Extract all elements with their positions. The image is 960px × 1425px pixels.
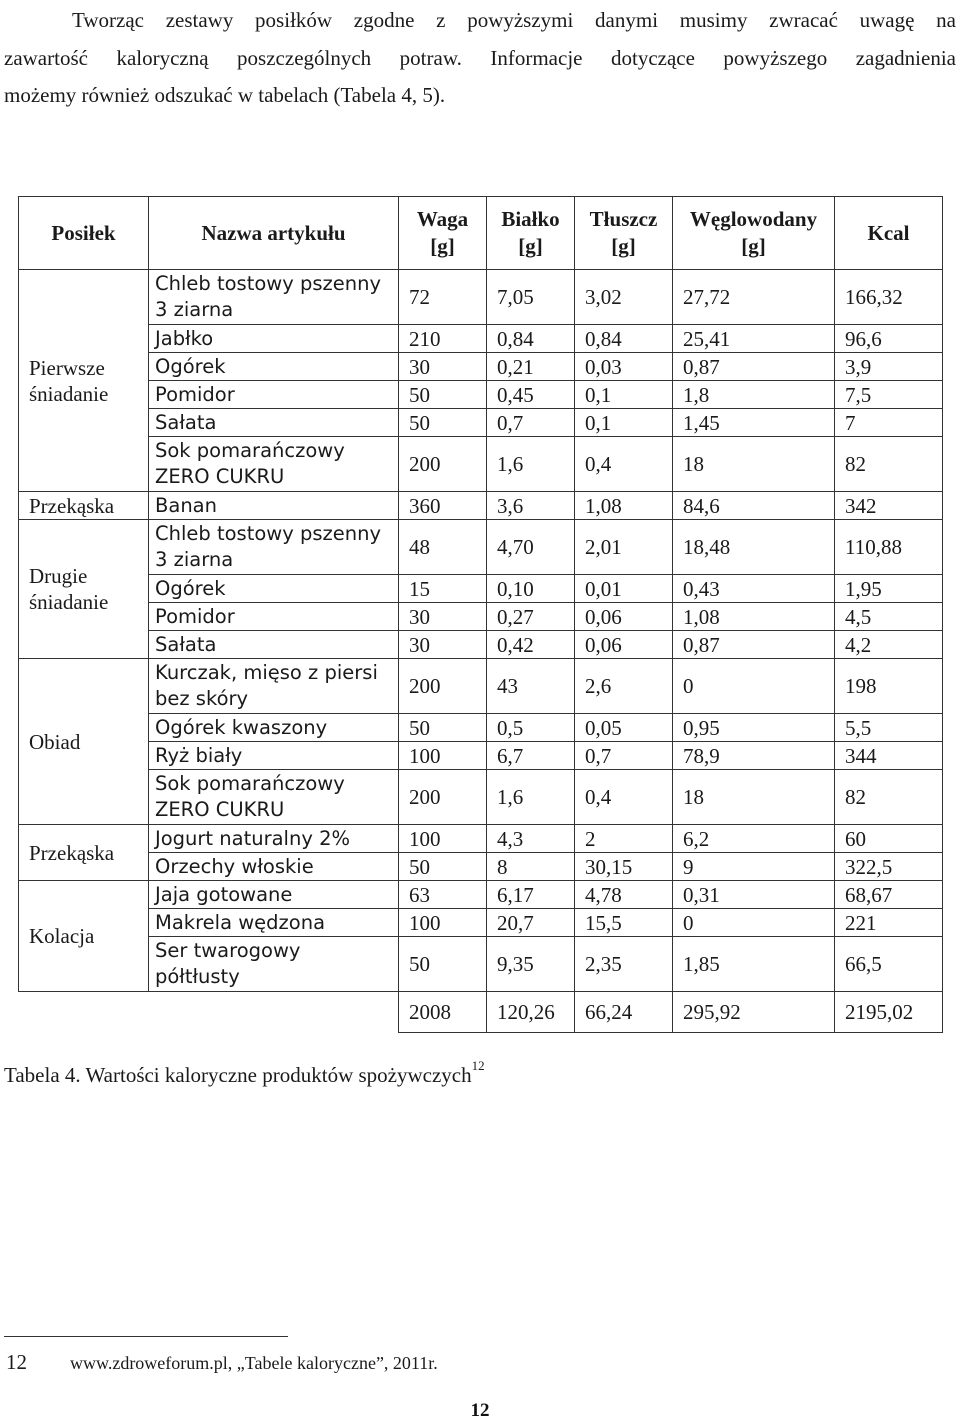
kcal-cell: 60 <box>835 825 943 853</box>
table-caption <box>4 1058 485 1088</box>
table-row <box>19 270 943 325</box>
table-row <box>19 631 943 659</box>
fat-cell: 1,08 <box>575 492 673 520</box>
footnote-text: www.zdroweforum.pl, „Tabele kaloryczne”, 2011r. <box>70 1353 438 1373</box>
product-cell: Chleb tostowy pszenny 3 ziarna <box>149 520 399 575</box>
fat-cell: 0,1 <box>575 409 673 437</box>
table-row <box>19 714 943 742</box>
kcal-cell: 82 <box>835 770 943 825</box>
table-row <box>19 437 943 492</box>
table-row <box>19 603 943 631</box>
product-cell: Makrela wędzona <box>149 909 399 937</box>
protein-cell: 3,6 <box>487 492 575 520</box>
meal-cell: Przekąska <box>19 492 149 520</box>
carbs-cell: 0,43 <box>673 575 835 603</box>
kcal-cell: 110,88 <box>835 520 943 575</box>
protein-cell: 0,27 <box>487 603 575 631</box>
weight-cell: 200 <box>399 770 487 825</box>
total-carbs-cell: 295,92 <box>673 992 835 1033</box>
weight-cell: 30 <box>399 603 487 631</box>
kcal-cell: 82 <box>835 437 943 492</box>
fat-cell: 0,06 <box>575 603 673 631</box>
product-cell: Ogórek <box>149 353 399 381</box>
table-row <box>19 909 943 937</box>
product-cell: Chleb tostowy pszenny 3 ziarna <box>149 270 399 325</box>
kcal-cell: 198 <box>835 659 943 714</box>
header-product: Nazwa artykułu <box>149 197 399 270</box>
fat-cell: 0,4 <box>575 770 673 825</box>
kcal-cell: 66,5 <box>835 937 943 992</box>
caption-footnote-ref: 12 <box>471 1058 485 1073</box>
protein-cell: 4,70 <box>487 520 575 575</box>
meal-cell: Pierwsze śniadanie <box>19 270 149 492</box>
intro-line-3: możemy również odszukać w tabelach (Tabela 4, 5). <box>4 83 446 107</box>
protein-cell: 20,7 <box>487 909 575 937</box>
carbs-cell: 18 <box>673 437 835 492</box>
protein-cell: 8 <box>487 853 575 881</box>
footnote <box>6 1350 438 1375</box>
header-carbs: Węglowodany [g] <box>673 197 835 270</box>
fat-cell: 0,06 <box>575 631 673 659</box>
total-weight-cell: 2008 <box>399 992 487 1033</box>
table-row <box>19 520 943 575</box>
product-cell: Jabłko <box>149 325 399 353</box>
protein-cell: 7,05 <box>487 270 575 325</box>
intro-paragraph <box>4 2 956 115</box>
protein-cell: 0,45 <box>487 381 575 409</box>
protein-cell: 0,42 <box>487 631 575 659</box>
kcal-cell: 166,32 <box>835 270 943 325</box>
kcal-cell: 4,2 <box>835 631 943 659</box>
weight-cell: 50 <box>399 937 487 992</box>
table-row <box>19 575 943 603</box>
fat-cell: 0,1 <box>575 381 673 409</box>
carbs-cell: 0,95 <box>673 714 835 742</box>
carbs-cell: 0,31 <box>673 881 835 909</box>
weight-cell: 30 <box>399 631 487 659</box>
table-row <box>19 381 943 409</box>
kcal-cell: 68,67 <box>835 881 943 909</box>
product-cell: Sałata <box>149 409 399 437</box>
table-row <box>19 353 943 381</box>
product-cell: Ryż biały <box>149 742 399 770</box>
protein-cell: 4,3 <box>487 825 575 853</box>
table-row <box>19 325 943 353</box>
carbs-cell: 25,41 <box>673 325 835 353</box>
carbs-cell: 0 <box>673 659 835 714</box>
fat-cell: 0,84 <box>575 325 673 353</box>
weight-cell: 15 <box>399 575 487 603</box>
table-row <box>19 937 943 992</box>
carbs-cell: 27,72 <box>673 270 835 325</box>
protein-cell: 0,84 <box>487 325 575 353</box>
fat-cell: 2 <box>575 825 673 853</box>
product-cell: Orzechy włoskie <box>149 853 399 881</box>
carbs-cell: 18 <box>673 770 835 825</box>
fat-cell: 2,6 <box>575 659 673 714</box>
fat-cell: 0,05 <box>575 714 673 742</box>
product-cell: Kurczak, mięso z piersi bez skóry <box>149 659 399 714</box>
header-protein: Białko [g] <box>487 197 575 270</box>
table-row <box>19 742 943 770</box>
table-row <box>19 825 943 853</box>
total-protein-cell: 120,26 <box>487 992 575 1033</box>
protein-cell: 1,6 <box>487 770 575 825</box>
footnote-number: 12 <box>6 1350 27 1374</box>
protein-cell: 0,10 <box>487 575 575 603</box>
weight-cell: 50 <box>399 381 487 409</box>
meal-cell: Przekąska <box>19 825 149 881</box>
table-row <box>19 409 943 437</box>
kcal-cell: 342 <box>835 492 943 520</box>
header-fat: Tłuszcz [g] <box>575 197 673 270</box>
product-cell: Sok pomarańczowy ZERO CUKRU <box>149 770 399 825</box>
caption-text: Tabela 4. Wartości kaloryczne produktów spożywczych <box>4 1063 472 1087</box>
header-meal: Posiłek <box>19 197 149 270</box>
totals-row <box>19 992 943 1033</box>
intro-line-1: Tworząc zestawy posiłków zgodne z powyższymi danymi musimy zwracać uwagę na <box>72 8 956 32</box>
weight-cell: 200 <box>399 437 487 492</box>
kcal-cell: 7 <box>835 409 943 437</box>
weight-cell: 100 <box>399 825 487 853</box>
carbs-cell: 84,6 <box>673 492 835 520</box>
carbs-cell: 9 <box>673 853 835 881</box>
kcal-cell: 96,6 <box>835 325 943 353</box>
weight-cell: 48 <box>399 520 487 575</box>
carbs-cell: 0,87 <box>673 631 835 659</box>
fat-cell: 4,78 <box>575 881 673 909</box>
kcal-cell: 5,5 <box>835 714 943 742</box>
protein-cell: 6,7 <box>487 742 575 770</box>
header-kcal: Kcal <box>835 197 943 270</box>
fat-cell: 0,01 <box>575 575 673 603</box>
table-row <box>19 659 943 714</box>
carbs-cell: 18,48 <box>673 520 835 575</box>
protein-cell: 0,5 <box>487 714 575 742</box>
protein-cell: 0,7 <box>487 409 575 437</box>
total-fat-cell: 66,24 <box>575 992 673 1033</box>
protein-cell: 1,6 <box>487 437 575 492</box>
protein-cell: 6,17 <box>487 881 575 909</box>
fat-cell: 0,03 <box>575 353 673 381</box>
table-row <box>19 853 943 881</box>
header-weight: Waga [g] <box>399 197 487 270</box>
kcal-cell: 221 <box>835 909 943 937</box>
protein-cell: 9,35 <box>487 937 575 992</box>
fat-cell: 0,4 <box>575 437 673 492</box>
kcal-cell: 3,9 <box>835 353 943 381</box>
intro-line-2: zawartość kaloryczną poszczególnych potraw. Informacje dotyczące powyższego zagadnienia <box>4 45 956 70</box>
fat-cell: 15,5 <box>575 909 673 937</box>
meal-cell: Kolacja <box>19 881 149 992</box>
weight-cell: 50 <box>399 409 487 437</box>
weight-cell: 100 <box>399 742 487 770</box>
fat-cell: 2,01 <box>575 520 673 575</box>
weight-cell: 100 <box>399 909 487 937</box>
weight-cell: 50 <box>399 714 487 742</box>
fat-cell: 30,15 <box>575 853 673 881</box>
product-cell: Sałata <box>149 631 399 659</box>
table-row <box>19 881 943 909</box>
product-cell: Ogórek <box>149 575 399 603</box>
carbs-cell: 1,85 <box>673 937 835 992</box>
product-cell: Banan <box>149 492 399 520</box>
weight-cell: 72 <box>399 270 487 325</box>
weight-cell: 63 <box>399 881 487 909</box>
carbs-cell: 1,45 <box>673 409 835 437</box>
product-cell: Jogurt naturalny 2% <box>149 825 399 853</box>
product-cell: Sok pomarańczowy ZERO CUKRU <box>149 437 399 492</box>
carbs-cell: 0 <box>673 909 835 937</box>
product-cell: Jaja gotowane <box>149 881 399 909</box>
product-cell: Ogórek kwaszony <box>149 714 399 742</box>
weight-cell: 200 <box>399 659 487 714</box>
total-kcal-cell: 2195,02 <box>835 992 943 1033</box>
fat-cell: 2,35 <box>575 937 673 992</box>
kcal-cell: 344 <box>835 742 943 770</box>
kcal-cell: 322,5 <box>835 853 943 881</box>
weight-cell: 50 <box>399 853 487 881</box>
page-number: 12 <box>470 1400 490 1421</box>
meal-cell: Obiad <box>19 659 149 825</box>
product-cell: Pomidor <box>149 381 399 409</box>
table-body <box>19 270 943 1033</box>
fat-cell: 0,7 <box>575 742 673 770</box>
product-cell: Ser twarogowy półtłusty <box>149 937 399 992</box>
kcal-cell: 1,95 <box>835 575 943 603</box>
meal-cell: Drugie śniadanie <box>19 520 149 659</box>
carbs-cell: 78,9 <box>673 742 835 770</box>
protein-cell: 0,21 <box>487 353 575 381</box>
carbs-cell: 1,8 <box>673 381 835 409</box>
weight-cell: 360 <box>399 492 487 520</box>
fat-cell: 3,02 <box>575 270 673 325</box>
nutrition-table <box>18 196 943 1033</box>
weight-cell: 30 <box>399 353 487 381</box>
table-row <box>19 770 943 825</box>
carbs-cell: 6,2 <box>673 825 835 853</box>
totals-blank-cell <box>19 992 399 1033</box>
product-cell: Pomidor <box>149 603 399 631</box>
carbs-cell: 0,87 <box>673 353 835 381</box>
table-row <box>19 492 943 520</box>
footnote-separator <box>4 1336 288 1337</box>
carbs-cell: 1,08 <box>673 603 835 631</box>
kcal-cell: 4,5 <box>835 603 943 631</box>
protein-cell: 43 <box>487 659 575 714</box>
table-header-row <box>19 197 943 270</box>
kcal-cell: 7,5 <box>835 381 943 409</box>
weight-cell: 210 <box>399 325 487 353</box>
